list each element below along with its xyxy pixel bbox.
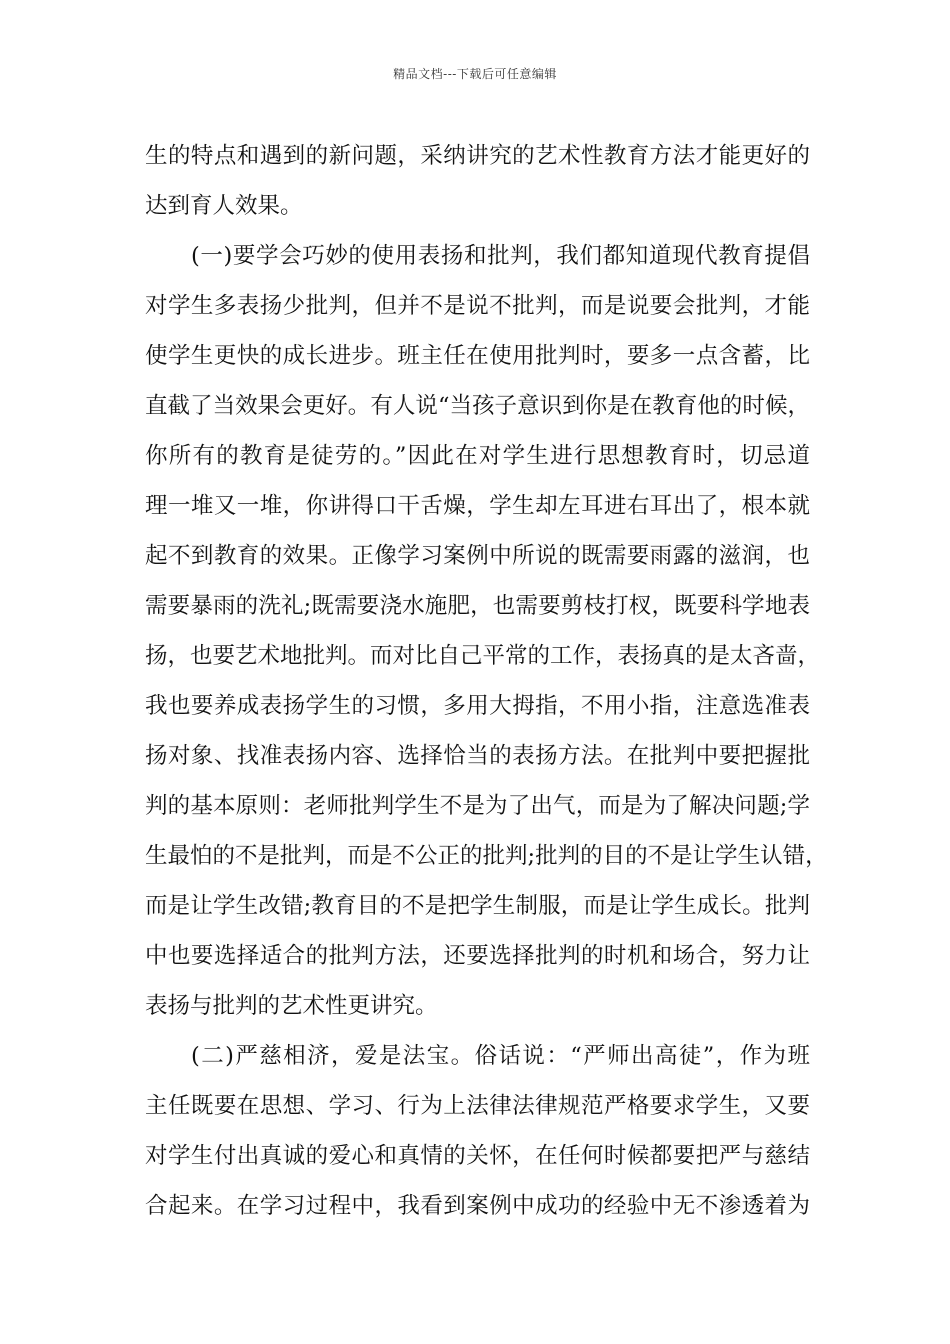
text-line: 判的基本原则：老师批判学生不是为了出气，而是为了解决问题;学 — [145, 793, 810, 819]
text-line: 主任既要在思想、学习、行为上法律法律规范严格要求学生，又要 — [145, 1093, 810, 1119]
paragraph-start-line: (二)严慈相济，爱是法宝。俗话说：“严师出高徒”，作为班 — [191, 1043, 810, 1069]
text-line: 扬对象、找准表扬内容、选择恰当的表扬方法。在批判中要把握批 — [145, 743, 810, 769]
text-line: 你所有的教育是徒劳的。”因此在对学生进行思想教育时，切忌道 — [145, 443, 810, 469]
text-line: 达到育人效果。 — [145, 193, 303, 219]
text-line: 直截了当效果会更好。有人说“当孩子意识到你是在教育他的时候， — [145, 393, 810, 419]
text-line: 而是让学生改错;教育目的不是把学生制服，而是让学生成长。批判 — [145, 893, 810, 919]
text-line: 使学生更快的成长进步。班主任在使用批判时，要多一点含蓄，比 — [145, 343, 810, 369]
text-line: 理一堆又一堆，你讲得口干舌燥，学生却左耳进右耳出了，根本就 — [145, 493, 810, 519]
paragraph-start-line: (一)要学会巧妙的使用表扬和批判，我们都知道现代教育提倡 — [191, 243, 810, 269]
text-line: 需要暴雨的洗礼;既需要浇水施肥，也需要剪枝打杈，既要科学地表 — [145, 593, 810, 619]
text-line: 中也要选择适合的批判方法，还要选择批判的时机和场合，努力让 — [145, 943, 810, 969]
text-line: 扬，也要艺术地批判。而对比自己平常的工作，表扬真的是太吝啬， — [145, 643, 821, 669]
text-line: 表扬与批判的艺术性更讲究。 — [145, 993, 438, 1019]
text-line: 合起来。在学习过程中，我看到案例中成功的经验中无不渗透着为 — [145, 1193, 810, 1219]
text-line: 对学生付出真诚的爱心和真情的关怀，在任何时候都要把严与慈结 — [145, 1143, 810, 1169]
document-body — [145, 131, 828, 1231]
page-header: 精品文档---下载后可任意编辑 — [393, 67, 557, 81]
text-line: 我也要养成表扬学生的习惯，多用大拇指，不用小指，注意选准表 — [145, 693, 810, 719]
text-line: 生最怕的不是批判，而是不公正的批判;批判的目的不是让学生认错， — [145, 843, 828, 869]
text-line: 对学生多表扬少批判，但并不是说不批判，而是说要会批判，才能 — [145, 293, 810, 319]
text-line: 生的特点和遇到的新问题，采纳讲究的艺术性教育方法才能更好的 — [145, 143, 810, 169]
text-line: 起不到教育的效果。正像学习案例中所说的既需要雨露的滋润，也 — [145, 543, 810, 569]
